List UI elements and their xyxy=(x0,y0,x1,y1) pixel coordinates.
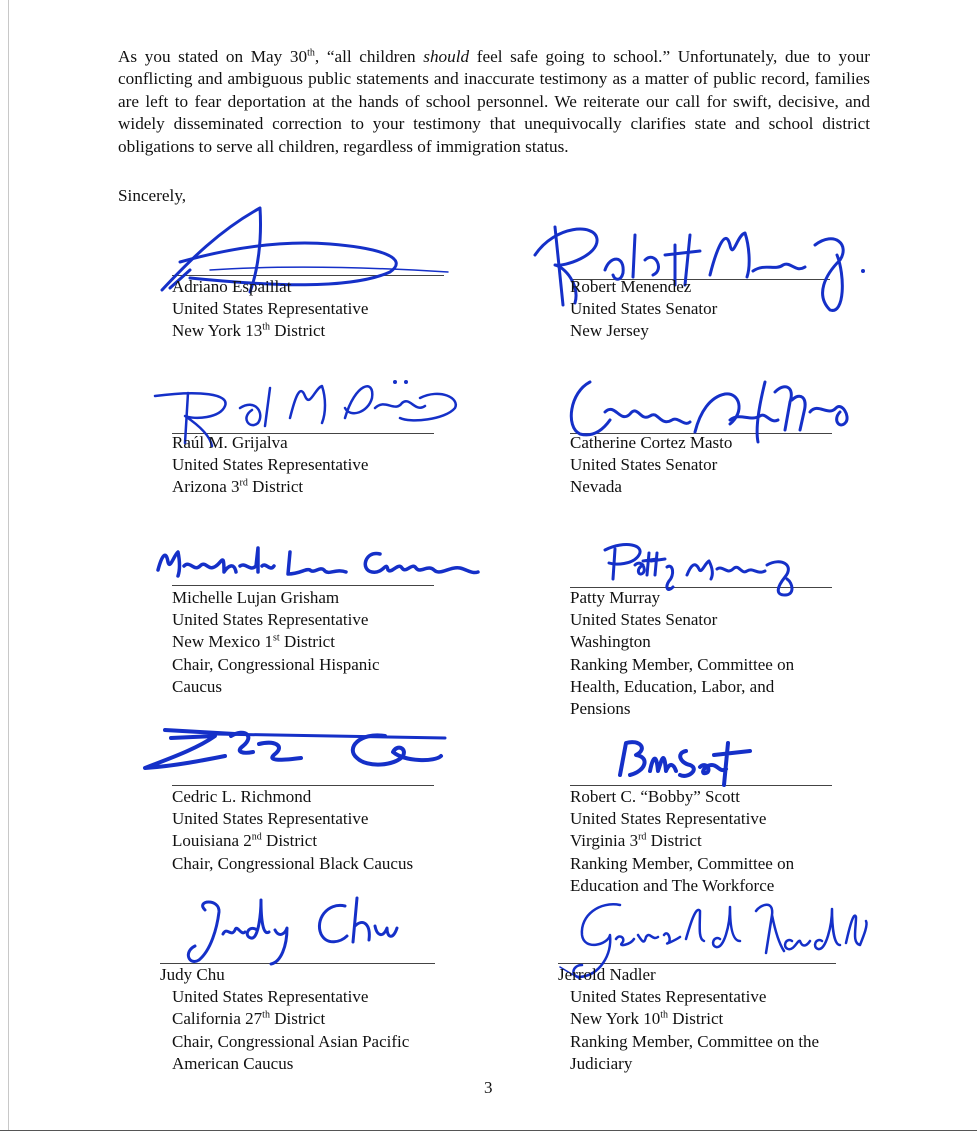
signer-role: American Caucus xyxy=(172,1053,294,1073)
signer-block-scott xyxy=(570,786,794,897)
signer-title: United States Senator xyxy=(570,299,718,319)
signer-title: United States Representative xyxy=(570,987,767,1007)
signer-title: United States Representative xyxy=(172,987,369,1007)
signer-role: Judiciary xyxy=(570,1053,633,1073)
signer-name: Catherine Cortez Masto xyxy=(570,433,733,452)
signer-state: Nevada xyxy=(570,477,622,497)
signer-role: Ranking Member, Committee on xyxy=(570,853,795,873)
signer-block-nadler xyxy=(558,964,819,1075)
signer-name: Robert C. “Bobby” Scott xyxy=(570,787,740,806)
signer-title: United States Senator xyxy=(570,455,718,475)
signer-district: New Mexico 1st District xyxy=(172,632,335,652)
signer-title: United States Representative xyxy=(570,809,767,829)
page-edge-line xyxy=(8,0,9,1144)
signer-block-grijalva xyxy=(172,432,368,499)
signer-district: Louisiana 2nd District xyxy=(172,831,318,851)
signer-block-murray xyxy=(570,587,794,720)
signer-district: New York 13th District xyxy=(172,321,326,341)
signer-role: Chair, Congressional Black Caucus xyxy=(172,853,414,873)
signer-block-chu xyxy=(160,964,409,1075)
signer-role: Ranking Member, Committee on xyxy=(570,654,795,674)
signer-district: New York 10th District xyxy=(570,1009,724,1029)
signer-title: United States Representative xyxy=(172,809,369,829)
signer-role: Chair, Congressional Asian Pacific xyxy=(172,1031,410,1051)
signer-role: Chair, Congressional Hispanic xyxy=(172,654,380,674)
signature-lujan-grisham xyxy=(150,540,480,590)
signer-district: Virginia 3rd District xyxy=(570,831,702,851)
signer-name: Jerrold Nadler xyxy=(558,965,656,984)
signer-name: Raúl M. Grijalva xyxy=(172,433,288,452)
signer-title: United States Representative xyxy=(172,299,369,319)
signer-block-menendez xyxy=(570,276,717,343)
signer-district: California 27th District xyxy=(172,1009,326,1029)
signer-role: Ranking Member, Committee on the xyxy=(570,1031,820,1051)
signer-name: Cedric L. Richmond xyxy=(172,787,312,806)
signature-richmond xyxy=(135,718,455,780)
signer-name: Patty Murray xyxy=(570,588,661,607)
signer-block-lujan-grisham xyxy=(172,587,380,698)
signer-name: Robert Menendez xyxy=(570,277,692,296)
signer-block-espaillat xyxy=(172,276,368,343)
signer-district: Arizona 3rd District xyxy=(172,477,304,497)
page-bottom-edge xyxy=(0,1130,977,1145)
page-number: 3 xyxy=(484,1078,493,1097)
signer-role: Health, Education, Labor, and xyxy=(570,676,775,696)
signer-state: New Jersey xyxy=(570,321,649,341)
signer-name: Adriano Espaillat xyxy=(172,277,292,296)
signature-chu xyxy=(175,890,415,970)
signer-role: Education and The Workforce xyxy=(570,875,775,895)
signer-title: United States Senator xyxy=(570,610,718,630)
body-paragraph: As you stated on May 30th, “all children should feel safe going to school.” Unfortunately, due to your conflicting and ambiguous public statements and inaccurate testimony as a matter of public record, families are left to fear deportation at the hands of school personnel. We reiterate our call for swift, decisive, and widely disseminated correction to your testimony that unequivocally clarifies state and school district obligations to serve all children, regardless of immigration status. xyxy=(118,47,870,156)
signer-role: Caucus xyxy=(172,676,223,696)
signer-block-cortez-masto xyxy=(570,432,732,499)
signer-title: United States Representative xyxy=(172,455,369,475)
signer-block-richmond xyxy=(172,786,413,875)
signer-state: Washington xyxy=(570,632,651,652)
signer-name: Michelle Lujan Grisham xyxy=(172,588,340,607)
closing-salutation: Sincerely, xyxy=(118,186,187,205)
signer-role: Pensions xyxy=(570,698,631,718)
signer-name: Judy Chu xyxy=(160,965,225,984)
signer-title: United States Representative xyxy=(172,610,369,630)
